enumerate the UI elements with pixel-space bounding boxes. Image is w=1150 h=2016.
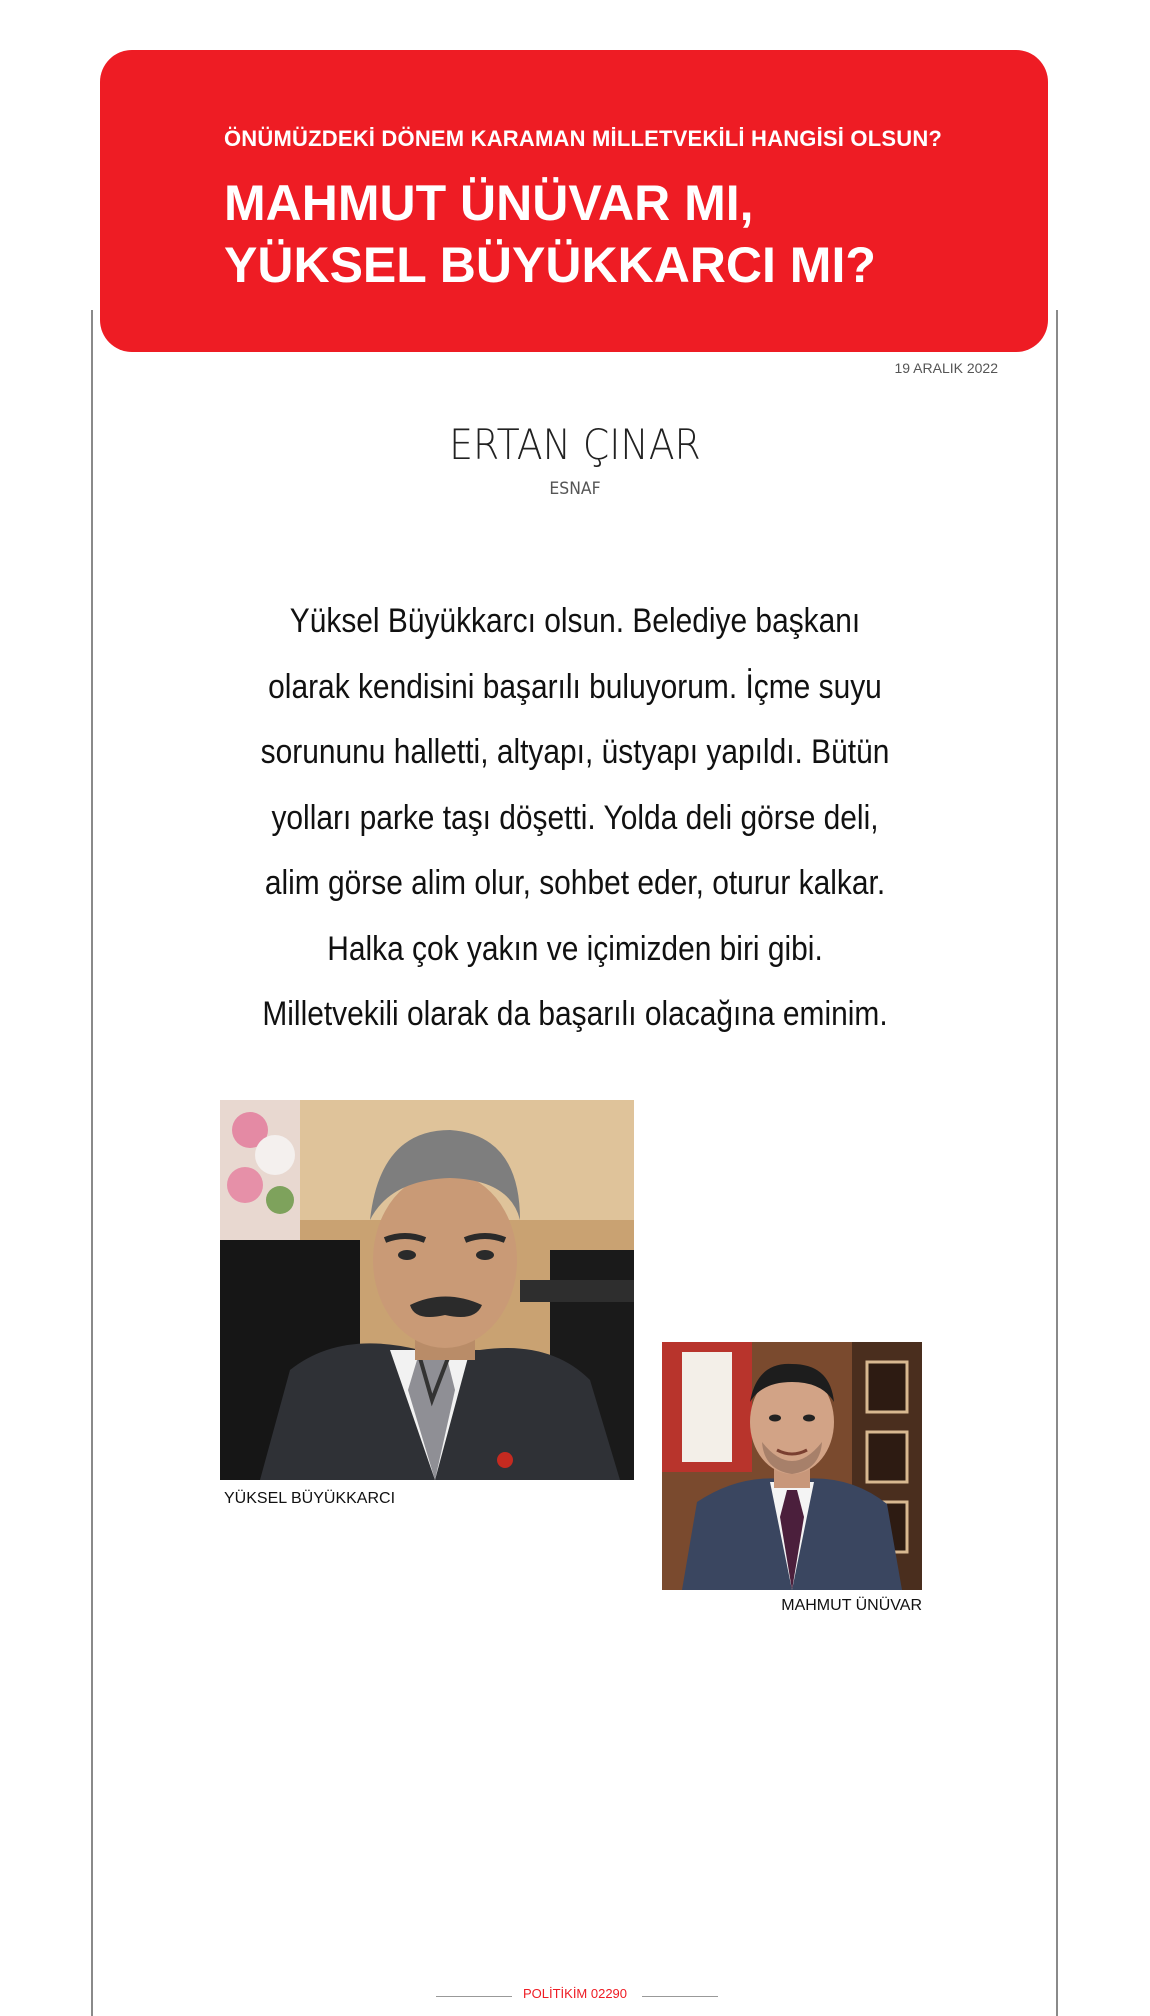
photo-caption-2: MAHMUT ÜNÜVAR <box>781 1597 922 1614</box>
header-banner <box>100 50 1048 352</box>
photo-mahmut-unuvar <box>662 1342 922 1590</box>
header-kicker: ÖNÜMÜZDEKİ DÖNEM KARAMAN MİLLETVEKİLİ HANGİSİ OLSUN? <box>224 126 943 151</box>
headline-line-1: MAHMUT ÜNÜVAR MI, <box>224 175 754 231</box>
headline <box>224 172 1048 296</box>
headline-line-2: YÜKSEL BÜYÜKKARCI MI? <box>224 237 876 293</box>
publish-date: 19 ARALIK 2022 <box>894 360 998 376</box>
page-frame-left <box>91 310 93 2016</box>
author-name: ERTAN ÇINAR <box>449 420 701 469</box>
page-frame-right <box>1056 310 1058 2016</box>
footer-label: POLİTİKİM 02290 <box>522 1986 628 2001</box>
portrait-image <box>662 1342 922 1590</box>
footer-divider-right <box>642 1996 718 1997</box>
author-role: ESNAF <box>549 479 601 499</box>
photo-yuksel-buyukkarci <box>220 1100 634 1480</box>
photo-caption-1: YÜKSEL BÜYÜKKARCI <box>224 1490 396 1507</box>
quote-text: Yüksel Büyükkarcı olsun. Belediye başkanı olarak kendisini başarılı buluyorum. İçme suyu sorununu halletti, altyapı, üstyapı yapıldı. Bütün yolları parke taşı döşetti. Yolda deli görse deli, alim görse alim olur, sohbet eder, oturur kalkar. Halka çok yakın ve içimizden biri gibi. Milletvekili olarak da başarılı olacağına eminim. <box>260 602 890 1033</box>
portrait-image <box>220 1100 634 1480</box>
